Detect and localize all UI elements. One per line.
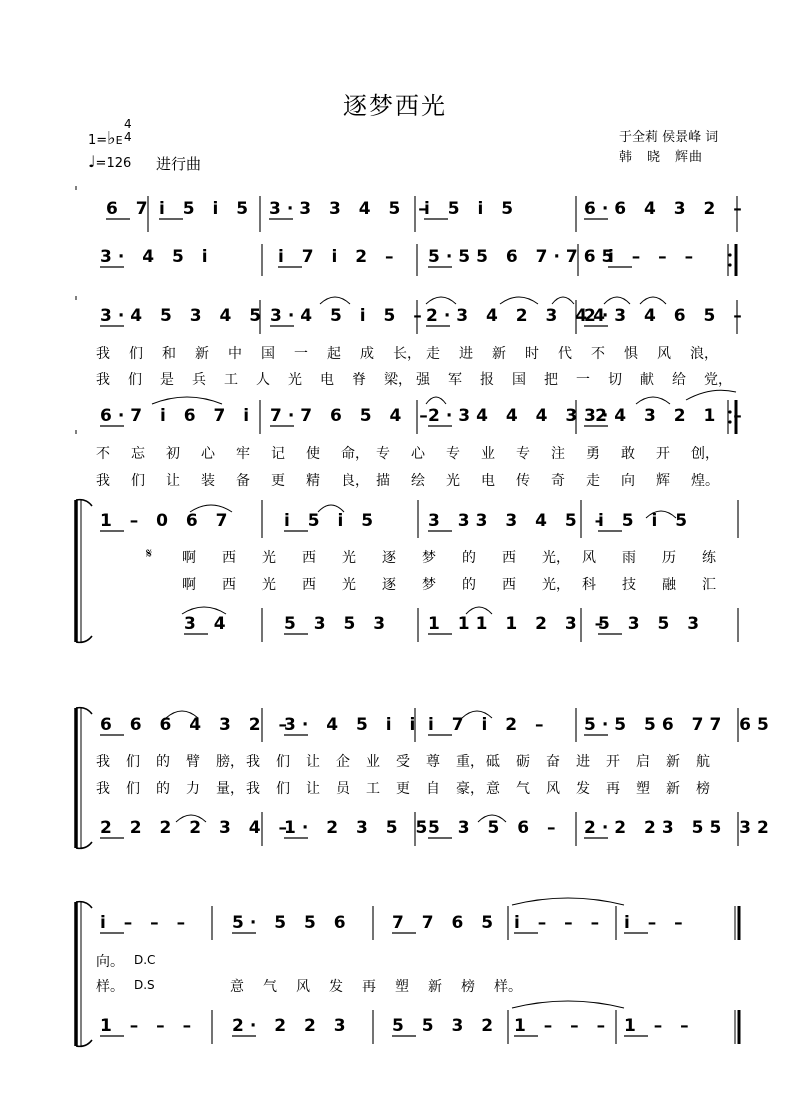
- lyric-verse1-line1: 们: [129, 346, 143, 362]
- lyric-chorus1-line2: 科: [582, 577, 596, 593]
- bracket-hook-top: [76, 902, 92, 908]
- measure-notes: 5· 5 5 6: [232, 913, 352, 933]
- lyric-verse2-line1: 不: [96, 446, 110, 462]
- lyric-chorus2-line1: 进: [576, 754, 590, 770]
- lyric-chorus2-line2: 更: [396, 781, 410, 797]
- key-label: 1=: [88, 133, 108, 148]
- lyric-verse1-line2: 光: [288, 372, 302, 388]
- time-sig-bottom: 4: [124, 130, 132, 144]
- lyric-chorus1-line1: 风: [582, 550, 596, 566]
- slur-arc: [686, 390, 736, 400]
- lyric-chorus2-line2: 工: [366, 781, 380, 797]
- slur-arc: [636, 397, 670, 404]
- measure-notes: i 5 i 5: [598, 511, 694, 531]
- lyric-chorus2-line1: 我: [246, 754, 260, 770]
- measure-notes: 6·6 4 3 2 –: [584, 199, 748, 219]
- lyric-verse2-line2: 煌。: [691, 473, 719, 489]
- lyric-verse1-line1: 成: [360, 346, 374, 362]
- lyric-chorus1-line2: 的: [462, 577, 476, 593]
- lyric-verse1-line2: 梁，: [384, 372, 412, 388]
- lyric-chorus2-line2: 我: [96, 781, 110, 797]
- bracket-hook-bottom: [76, 636, 92, 642]
- lyric-verse1-line1: 中: [228, 346, 242, 362]
- lyric-chorus2-line2: 员: [336, 781, 350, 797]
- bracket-hook-top: [76, 708, 92, 714]
- measure-notes: 3 33 3 4 5 –: [428, 511, 610, 531]
- lyric-verse2-line1: 心: [201, 446, 215, 462]
- lyric-chorus2-line1: 航: [696, 754, 710, 770]
- lyric-ending3: 发: [329, 979, 343, 995]
- lyric-chorus1-line2: 梦: [422, 577, 436, 593]
- lyric-chorus2-line1: 让: [306, 754, 320, 770]
- measure-notes: 2 2 2 2 3 4 –: [100, 818, 293, 838]
- lyric-verse1-line2: 工: [224, 372, 238, 388]
- measure-notes: 3·4 5 3 4 5: [100, 306, 268, 326]
- lyric-chorus1-line1: 西: [222, 550, 236, 566]
- lyric-verse1-line2: 把: [544, 372, 558, 388]
- measure-notes: 1 – – –: [100, 1016, 198, 1036]
- lyric-chorus2-line2: 我: [246, 781, 260, 797]
- key-note: E: [115, 134, 123, 147]
- measure-notes: 5 3 5 6 –: [428, 818, 562, 838]
- lyric-chorus2-line1: 膀，: [216, 754, 244, 770]
- lyric-verse2-line2: 让: [166, 473, 180, 489]
- lyric-chorus2-line1: 受: [396, 754, 410, 770]
- lyric-chorus2-line1: 开: [606, 754, 620, 770]
- lyric-verse1-line1: 长，: [393, 346, 421, 362]
- measure-notes: 1 11 1 2 3 –: [428, 614, 610, 634]
- flat-icon: ♭: [107, 128, 116, 149]
- lyric-verse1-line1: 国: [261, 346, 275, 362]
- lyric-chorus2-line2: 风: [546, 781, 560, 797]
- lyric-ending3: 气: [263, 979, 277, 995]
- lyric-verse2-line2: 走: [586, 473, 600, 489]
- lyric-verse1-line2: 国: [512, 372, 526, 388]
- lyric-chorus1-line2: 西: [502, 577, 516, 593]
- slur-arc: [604, 297, 630, 304]
- measure-notes: 1· 2 3 5 5: [284, 818, 434, 838]
- lyric-chorus1-line2: 融: [662, 577, 676, 593]
- lyric-chorus2-line1: 们: [126, 754, 140, 770]
- lyric-verse2-line2: 们: [131, 473, 145, 489]
- bracket-hook-bottom: [76, 842, 92, 848]
- lyric-chorus2-line1: 业: [366, 754, 380, 770]
- lyric-verse2-line2: 绘: [411, 473, 425, 489]
- lyric-verse1-line1: 风: [657, 346, 671, 362]
- lyric-verse1-line2: 兵: [192, 372, 206, 388]
- lyric-verse2-line2: 精: [306, 473, 320, 489]
- lyric-chorus1-line1: 雨: [622, 550, 636, 566]
- measure-notes: 2·3 4 6 5 –: [584, 306, 748, 326]
- measure-notes: 5 3 5 3: [598, 614, 706, 634]
- lyric-verse1-line1: 和: [162, 346, 176, 362]
- lyric-chorus1-line1: 光: [262, 550, 276, 566]
- lyric-verse2-line2: 光: [446, 473, 460, 489]
- lyric-verse2-line2: 传: [516, 473, 530, 489]
- measure-notes: 3·3 3 4 5 –: [269, 199, 433, 219]
- repeat-dot: [728, 263, 731, 266]
- lyric-verse1-line1: 我: [96, 346, 110, 362]
- tempo-value: =126: [95, 156, 132, 171]
- lyric-chorus2-line1: 臂: [186, 754, 200, 770]
- lyric-chorus2-line2: 气: [516, 781, 530, 797]
- measure-notes: i 5 i 5: [284, 511, 380, 531]
- lyric-verse2-line2: 电: [481, 473, 495, 489]
- lyric-chorus2-line2: 发: [576, 781, 590, 797]
- slur-arc: [182, 607, 226, 614]
- measure-notes: i 7 i 2 –: [278, 247, 400, 267]
- measure-notes: 1 – – –: [514, 1016, 612, 1036]
- lyric-chorus2-line2: 量，: [216, 781, 244, 797]
- lyric-chorus2-line1: 尊: [426, 754, 440, 770]
- measure-notes: 3· 4 5 i: [100, 247, 214, 267]
- lyric-verse1-line2: 们: [128, 372, 142, 388]
- segno-icon: 𝄋: [146, 546, 153, 562]
- lyric-verse1-line2: 我: [96, 372, 110, 388]
- lyric-chorus1-line2: 啊: [182, 577, 196, 593]
- lyric-verse2-line1: 勇: [586, 446, 600, 462]
- lyric-verse1-line1: 进: [459, 346, 473, 362]
- lyric-chorus2-line1: 的: [156, 754, 170, 770]
- lyric-chorus1-line1: 逐: [382, 550, 396, 566]
- ds-marking: D.S: [134, 978, 155, 992]
- lyricist-credit: 于全莉 侯景峰 词: [619, 130, 719, 145]
- lyric-verse2-line2: 奇: [551, 473, 565, 489]
- lyric-ending2: 样。: [96, 979, 124, 995]
- lyric-chorus2-line2: 们: [276, 781, 290, 797]
- lyric-chorus1-line1: 的: [462, 550, 476, 566]
- measure-notes: 5 5 3 2: [392, 1016, 500, 1036]
- lyric-chorus2-line1: 新: [666, 754, 680, 770]
- lyric-verse1-line1: 一: [294, 346, 308, 362]
- lyric-chorus1-line1: 梦: [422, 550, 436, 566]
- measure-notes: i 7 i 2 –: [428, 715, 550, 735]
- lyric-verse1-line1: 时: [525, 346, 539, 362]
- lyric-verse2-line2: 良，: [341, 473, 369, 489]
- lyric-verse2-line2: 我: [96, 473, 110, 489]
- bracket-hook-bottom: [76, 1040, 92, 1046]
- lyric-chorus2-line1: 企: [336, 754, 350, 770]
- lyric-verse1-line2: 一: [576, 372, 590, 388]
- lyric-ending3: 塑: [395, 979, 409, 995]
- lyric-verse2-line1: 专: [516, 446, 530, 462]
- lyric-chorus2-line1: 砺: [516, 754, 530, 770]
- lyric-ending3: 风: [296, 979, 310, 995]
- dc-marking: D.C: [134, 953, 156, 967]
- measure-notes: 6 7: [106, 199, 154, 219]
- composer-credit: 韩 晓 辉曲: [619, 150, 704, 165]
- lyric-ending3: 意: [230, 979, 244, 995]
- measure-notes: 2· 2 2 3: [232, 1016, 352, 1036]
- lyric-verse2-line1: 牢: [236, 446, 250, 462]
- lyric-chorus2-line2: 新: [666, 781, 680, 797]
- lyric-verse1-line2: 脊: [352, 372, 366, 388]
- lyric-chorus2-line1: 奋: [546, 754, 560, 770]
- repeat-dot: [728, 253, 731, 256]
- lyric-verse1-line2: 给: [672, 372, 686, 388]
- slur-arc: [426, 397, 446, 404]
- lyric-chorus1-line1: 西: [302, 550, 316, 566]
- lyric-chorus1-line1: 光，: [542, 550, 570, 566]
- lyric-verse2-line1: 记: [271, 446, 285, 462]
- slur-arc: [320, 297, 350, 304]
- slur-arc: [640, 297, 666, 304]
- lyric-verse1-line2: 献: [640, 372, 654, 388]
- lyric-verse1-line1: 浪，: [690, 346, 718, 362]
- measure-notes: 6 6 6 4 3 2 –: [100, 715, 293, 735]
- lyric-chorus1-line2: 汇: [702, 577, 716, 593]
- lyric-verse1-line2: 强: [416, 372, 430, 388]
- lyric-chorus1-line1: 西: [502, 550, 516, 566]
- lyric-verse1-line2: 切: [608, 372, 622, 388]
- measure-notes: 5·5 56 77 65: [584, 715, 775, 735]
- lyric-verse2-line1: 创，: [691, 446, 719, 462]
- lyric-chorus2-line2: 豪，: [456, 781, 484, 797]
- lyric-chorus1-line1: 啊: [182, 550, 196, 566]
- measure-notes: 3· 4 5 i i: [284, 715, 422, 735]
- lyric-ending3: 新: [428, 979, 442, 995]
- measure-notes: i – – –: [608, 247, 700, 267]
- quarter-note-icon: ♩: [88, 152, 96, 171]
- bracket-hook-top: [76, 500, 92, 506]
- lyric-verse2-line2: 更: [271, 473, 285, 489]
- lyric-verse2-line1: 命，: [341, 446, 369, 462]
- lyric-verse2-line2: 备: [236, 473, 250, 489]
- lyric-ending3: 再: [362, 979, 376, 995]
- lyric-verse1-line1: 新: [492, 346, 506, 362]
- lyric-verse1-line2: 报: [480, 372, 494, 388]
- lyric-chorus1-line2: 光，: [542, 577, 570, 593]
- measure-notes: i 5 i 5: [159, 199, 255, 219]
- lyric-chorus1-line2: 光: [342, 577, 356, 593]
- lyric-verse2-line1: 心: [411, 446, 425, 462]
- lyric-verse1-line1: 新: [195, 346, 209, 362]
- lyric-chorus2-line2: 们: [126, 781, 140, 797]
- lyric-verse2-line1: 忘: [131, 446, 145, 462]
- measure-notes: 2·3 4 2 3 44: [426, 306, 611, 326]
- measure-notes: 2·2 23 55 32: [584, 818, 775, 838]
- lyric-ending3: 样。: [494, 979, 522, 995]
- lyric-chorus2-line2: 意: [486, 781, 500, 797]
- lyric-chorus1-line1: 光: [342, 550, 356, 566]
- slur-arc: [512, 898, 624, 905]
- lyric-ending3: 榜: [461, 979, 475, 995]
- lyric-chorus2-line1: 我: [96, 754, 110, 770]
- slur-arc: [426, 297, 456, 304]
- lyric-verse2-line1: 专: [376, 446, 390, 462]
- lyric-chorus2-line2: 让: [306, 781, 320, 797]
- lyric-chorus2-line2: 榜: [696, 781, 710, 797]
- lyric-chorus2-line2: 再: [606, 781, 620, 797]
- lyric-ending1: 向。: [96, 954, 124, 970]
- lyric-verse1-line2: 电: [320, 372, 334, 388]
- lyric-verse1-line1: 惧: [624, 346, 638, 362]
- measure-notes: i – –: [624, 913, 689, 933]
- measure-notes: 3·4 5 i 5 –: [270, 306, 428, 326]
- slur-arc: [466, 607, 492, 614]
- lyric-verse1-line2: 党，: [704, 372, 732, 388]
- lyric-verse1-line2: 人: [256, 372, 270, 388]
- lyric-chorus2-line1: 砥: [486, 754, 500, 770]
- lyric-chorus2-line1: 启: [636, 754, 650, 770]
- lyric-chorus2-line1: 重，: [456, 754, 484, 770]
- lyric-verse2-line1: 初: [166, 446, 180, 462]
- lyric-chorus1-line1: 历: [662, 550, 676, 566]
- lyric-verse2-line2: 辉: [656, 473, 670, 489]
- lyric-verse1-line2: 是: [160, 372, 174, 388]
- measure-notes: 3·4 3 2 1 –: [584, 406, 748, 426]
- measure-notes: 7·7 6 5 4 –: [270, 406, 434, 426]
- measure-notes: i – – –: [100, 913, 192, 933]
- lyric-chorus1-line2: 西: [302, 577, 316, 593]
- lyric-verse1-line1: 不: [591, 346, 605, 362]
- lyric-chorus2-line1: 们: [276, 754, 290, 770]
- measure-notes: 5·55 6 7·765: [428, 247, 620, 267]
- lyric-chorus2-line2: 的: [156, 781, 170, 797]
- slur-arc: [552, 297, 574, 304]
- measure-notes: 3 4: [184, 614, 232, 634]
- lyric-verse2-line2: 装: [201, 473, 215, 489]
- slur-arc: [512, 1001, 624, 1008]
- lyric-verse1-line1: 起: [327, 346, 341, 362]
- measure-notes: i – – –: [514, 913, 606, 933]
- lyric-chorus1-line2: 光: [262, 577, 276, 593]
- lyric-chorus1-line2: 技: [622, 577, 636, 593]
- lyric-chorus1-line2: 逐: [382, 577, 396, 593]
- lyric-chorus1-line2: 西: [222, 577, 236, 593]
- lyric-verse1-line1: 走: [426, 346, 440, 362]
- lyric-verse2-line1: 敢: [621, 446, 635, 462]
- lyric-verse2-line1: 开: [656, 446, 670, 462]
- slur-arc: [500, 297, 538, 304]
- lyric-chorus1-line1: 练: [702, 550, 716, 566]
- lyric-verse2-line2: 描: [376, 473, 390, 489]
- measure-notes: 6·7 i 6 7 i: [100, 406, 256, 426]
- lyric-verse2-line1: 注: [551, 446, 565, 462]
- lyric-verse2-line1: 使: [306, 446, 320, 462]
- measure-notes: 7 7 6 5: [392, 913, 500, 933]
- measure-notes: 5 3 5 3: [284, 614, 392, 634]
- slur-arc: [152, 397, 222, 404]
- lyric-chorus2-line2: 塑: [636, 781, 650, 797]
- lyric-chorus2-line2: 力: [186, 781, 200, 797]
- lyric-verse2-line2: 向: [621, 473, 635, 489]
- page-title: 逐梦西光: [343, 92, 447, 120]
- style-marking: 进行曲: [156, 155, 202, 173]
- measure-notes: 2·34 4 4 3 2: [428, 406, 613, 426]
- measure-notes: 1 – –: [624, 1016, 695, 1036]
- measure-notes: i 5 i 5: [424, 199, 520, 219]
- lyric-verse1-line2: 军: [448, 372, 462, 388]
- lyric-verse2-line1: 专: [446, 446, 460, 462]
- measure-notes: 1 – 0 6 7: [100, 511, 234, 531]
- time-sig-top: 4: [124, 117, 132, 131]
- lyric-verse1-line1: 代: [558, 346, 572, 362]
- lyric-chorus2-line2: 自: [426, 781, 440, 797]
- lyric-verse2-line1: 业: [481, 446, 495, 462]
